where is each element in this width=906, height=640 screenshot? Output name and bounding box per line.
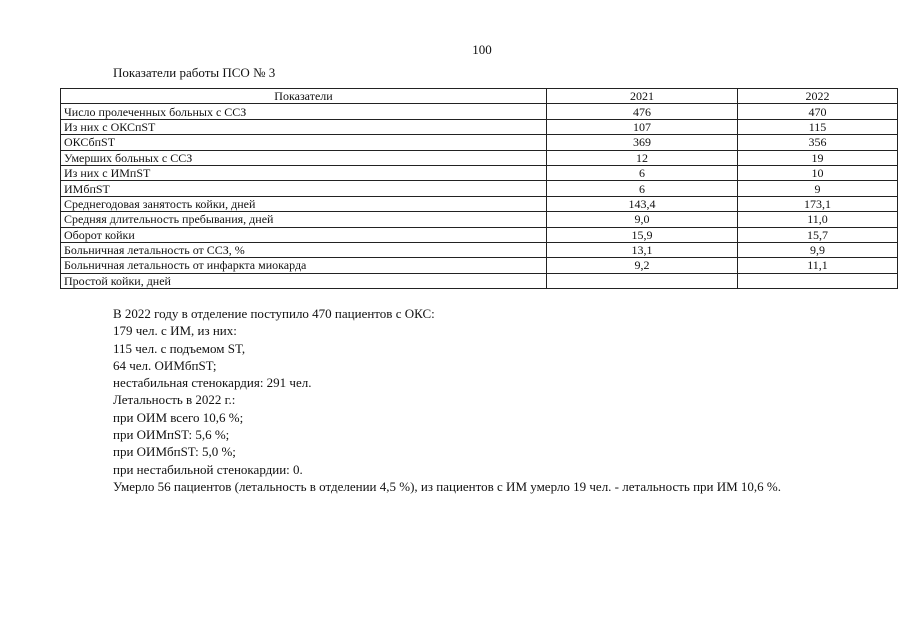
text-line: 179 чел. с ИМ, из них: <box>113 323 237 339</box>
cell-indicator: Простой койки, дней <box>61 273 547 288</box>
cell-2021: 9,0 <box>547 212 738 227</box>
cell-2022 <box>738 273 898 288</box>
table-row <box>61 196 898 211</box>
cell-2021: 12 <box>547 150 738 165</box>
cell-2022: 15,7 <box>738 227 898 242</box>
cell-2021: 107 <box>547 119 738 134</box>
table-row <box>61 258 898 273</box>
cell-2021: 9,2 <box>547 258 738 273</box>
cell-2022: 11,0 <box>738 212 898 227</box>
table-row <box>61 242 898 257</box>
table-title: Показатели работы ПСО № 3 <box>113 65 276 80</box>
text-line: при ОИМбпST: 5,0 %; <box>113 444 236 460</box>
text-line: нестабильная стенокардия: 291 чел. <box>113 375 312 391</box>
cell-2021: 15,9 <box>547 227 738 242</box>
cell-2021: 476 <box>547 104 738 119</box>
table-row <box>61 273 898 288</box>
cell-indicator: Больничная летальность от ССЗ, % <box>61 242 547 257</box>
cell-indicator: Умерших больных с ССЗ <box>61 150 547 165</box>
text-line: при ОИМпST: 5,6 %; <box>113 427 230 443</box>
table-header-row <box>61 89 898 104</box>
metrics-table <box>60 88 898 289</box>
cell-indicator: Больничная летальность от инфаркта миокарда <box>61 258 547 273</box>
text-line: Летальность в 2022 г.: <box>113 392 236 408</box>
cell-2022: 356 <box>738 135 898 150</box>
text-line: при ОИМ всего 10,6 %; <box>113 409 244 425</box>
cell-indicator: Средняя длительность пребывания, дней <box>61 212 547 227</box>
table-row <box>61 181 898 196</box>
cell-indicator: Среднегодовая занятость койки, дней <box>61 196 547 211</box>
table-row <box>61 104 898 119</box>
cell-2022: 9 <box>738 181 898 196</box>
cell-indicator: Оборот койки <box>61 227 547 242</box>
cell-2022: 11,1 <box>738 258 898 273</box>
cell-2021: 13,1 <box>547 242 738 257</box>
cell-indicator: Число пролеченных больных с ССЗ <box>61 104 547 119</box>
cell-2022: 9,9 <box>738 242 898 257</box>
summary-text <box>113 305 781 495</box>
table-body <box>61 104 898 289</box>
cell-indicator: Из них с ОКСпST <box>61 119 547 134</box>
table-row <box>61 119 898 134</box>
text-line: 64 чел. ОИМбпST; <box>113 357 217 373</box>
cell-2021: 143,4 <box>547 196 738 211</box>
text-line: Умерло 56 пациентов (летальность в отделении 4,5 %), из пациентов с ИМ умерло 19 чел. - летальность при ИМ 10,6 %. <box>113 478 782 494</box>
header-year-2021: 2021 <box>547 89 738 104</box>
text-line: 115 чел. с подъемом ST, <box>113 340 246 356</box>
header-year-2022: 2022 <box>738 89 898 104</box>
cell-indicator: Из них с ИМпST <box>61 165 547 180</box>
cell-2021: 6 <box>547 181 738 196</box>
cell-indicator: ОКСбпST <box>61 135 547 150</box>
cell-2022: 470 <box>738 104 898 119</box>
cell-2022: 173,1 <box>738 196 898 211</box>
cell-2021: 369 <box>547 135 738 150</box>
header-indicator: Показатели <box>61 89 547 104</box>
table-row <box>61 227 898 242</box>
page-number: 100 <box>472 42 492 57</box>
cell-2021: 6 <box>547 165 738 180</box>
cell-2022: 10 <box>738 165 898 180</box>
table-row <box>61 135 898 150</box>
table-row <box>61 150 898 165</box>
text-line: при нестабильной стенокардии: 0. <box>113 461 303 477</box>
text-line: В 2022 году в отделение поступило 470 пациентов с ОКС: <box>113 306 435 321</box>
cell-2021 <box>547 273 738 288</box>
cell-indicator: ИМбпST <box>61 181 547 196</box>
cell-2022: 115 <box>738 119 898 134</box>
table-row <box>61 212 898 227</box>
table-row <box>61 165 898 180</box>
cell-2022: 19 <box>738 150 898 165</box>
